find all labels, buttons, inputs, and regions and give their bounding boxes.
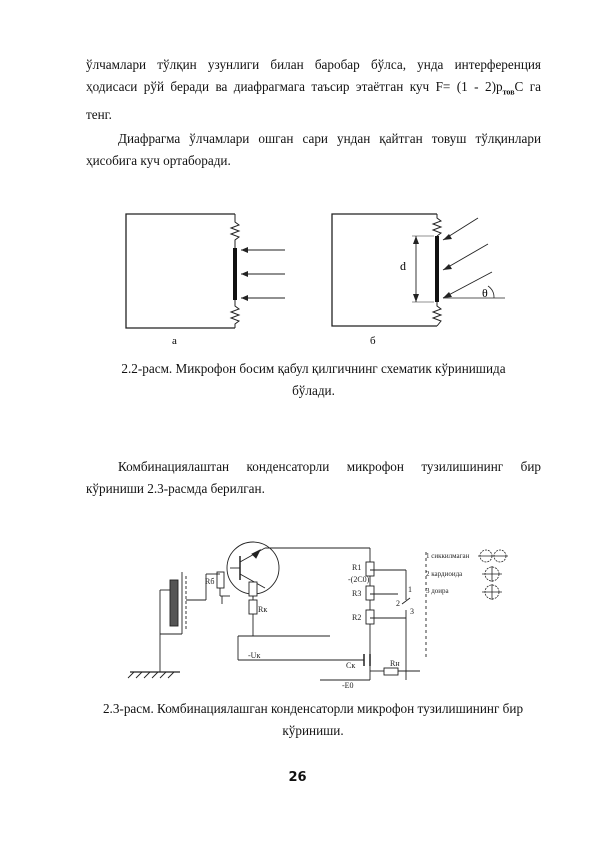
figure-2-2-label-b: б [370, 335, 376, 347]
capsule-backplate [170, 580, 178, 626]
label-r1: R1 [352, 563, 362, 572]
label-r2: R2 [352, 613, 362, 622]
label-rk: Rк [258, 605, 268, 614]
circuit-wiring [128, 542, 426, 680]
figure-2-2-caption [86, 358, 541, 402]
figure-2-3-caption-line-2: кўриниши. [282, 723, 344, 738]
figure-2-2-caption-line-2: бўлади. [292, 383, 335, 398]
figure-2-2 [100, 200, 520, 350]
figure-2-2-label-d: d [400, 259, 406, 273]
label-rb: Rб [205, 577, 215, 586]
paragraph-3 [86, 456, 541, 500]
resistor-rk [249, 600, 257, 614]
paragraph-2 [86, 128, 541, 172]
resistor-rh [384, 668, 398, 675]
polar-patterns [478, 550, 508, 600]
figure-2-2-label-theta: θ [482, 286, 488, 300]
legend-2: 2 кардиоида [426, 570, 463, 578]
paragraph-1-line-2-text: ҳодисаси рўй беради ва диафрагмага таъсир этаётган куч F= (1 - 2)p [86, 79, 503, 94]
label-uk: -Uк [248, 651, 261, 660]
figure-2-2-label-a: а [172, 335, 177, 347]
resistor-r3 [366, 586, 374, 600]
paragraph-1-line-2 [86, 76, 541, 104]
figure-2-2-box-b [332, 214, 505, 347]
paragraph-1-line-3: тенг. [86, 106, 112, 122]
label-ck: Cк [346, 661, 356, 670]
legend-1: 1 сиккилмаган [426, 552, 470, 560]
label-c0: -(2C0) [348, 575, 370, 584]
pressure-subscript: тов [502, 87, 515, 97]
figure-2-3-caption-line-1: 2.3-расм. Комбинациялашган конденсаторли микрофон тузилишининг бир [102, 701, 524, 716]
label-rh: Rн [390, 659, 400, 668]
label-sw3: 3 [410, 607, 414, 616]
label-sw2: 2 [396, 599, 400, 608]
resistor-r1 [366, 562, 374, 576]
circuit-labels [205, 552, 470, 690]
paragraph-3-line-2: кўриниши 2.3-расмда берилган. [86, 481, 265, 496]
figure-2-2-caption-line-1: 2.2-расм. Микрофон босим қабул қилгичнинг схематик кўринишида [121, 361, 506, 376]
paragraph-1 [86, 54, 541, 126]
legend-3: 3 доира [426, 587, 449, 595]
figure-2-3-circuit [120, 530, 540, 690]
page-number: 26 [288, 770, 307, 785]
paragraph-2-line-2: ҳисобига куч ортаборади. [86, 153, 231, 168]
label-r3: R3 [352, 589, 362, 598]
resistor-r2 [366, 610, 374, 624]
figure-2-2-box-a [126, 214, 285, 347]
paragraph-3-line-1: Комбинациялаштан конденсаторли микрофон тузилишининг бир [118, 459, 541, 474]
label-sw1: 1 [408, 585, 412, 594]
paragraph-2-line-1: Диафрагма ўлчамлари ошган сари ундан қайтган товуш тўлқинлари [118, 131, 541, 146]
paragraph-1-line-1: ўлчамлари тўлқин узунлиги билан баробар бўлса, унда интерференция [86, 57, 541, 72]
figure-2-3-caption [80, 698, 546, 742]
label-e0: -E0 [342, 681, 354, 690]
paragraph-1-line-2-tail: С га [514, 79, 541, 94]
